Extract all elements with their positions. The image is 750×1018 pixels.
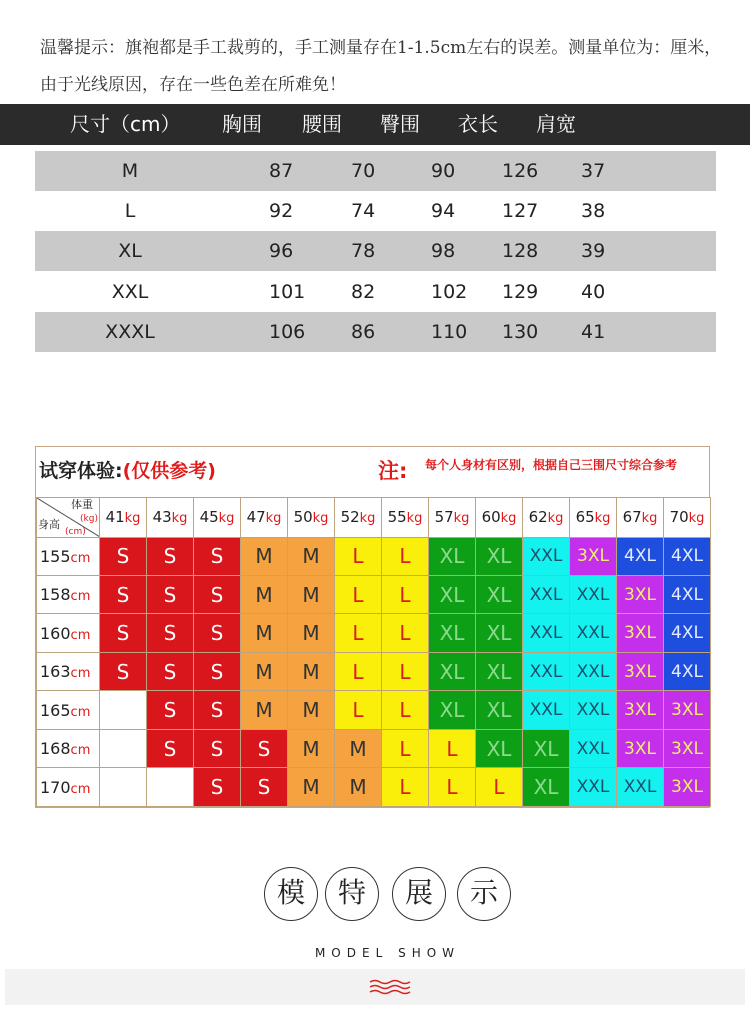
weight-unit: kg	[359, 511, 376, 527]
size-cell: 4XL	[664, 614, 711, 652]
size-cell: S	[241, 768, 288, 807]
size-cell: XL	[429, 691, 476, 729]
size-value: 78	[351, 240, 376, 262]
size-cell: S	[147, 537, 194, 575]
size-cell: M	[241, 575, 288, 613]
size-cell: 4XL	[617, 537, 664, 575]
size-cell: L	[429, 768, 476, 807]
note-mark: 注:	[378, 459, 408, 483]
header-chest: 胸围	[222, 112, 262, 136]
weight-header	[664, 498, 711, 538]
size-cell: S	[147, 729, 194, 767]
size-value: 70	[351, 160, 376, 182]
corner-height-label: 身高	[38, 518, 60, 531]
size-notice: 温馨提示：旗袍都是手工裁剪的，手工测量存在1-1.5cm左右的误差。测量单位为：厘米，由于光线原因，存在一些色差在所难免！	[40, 38, 722, 95]
size-cell: S	[100, 652, 147, 690]
size-value: 74	[351, 200, 376, 222]
fit-row	[37, 614, 711, 652]
weight-unit: kg	[688, 511, 705, 527]
size-cell: M	[241, 614, 288, 652]
weight-value: 57	[434, 508, 454, 527]
height-header	[37, 729, 100, 767]
weight-unit: kg	[641, 511, 658, 527]
size-cell: XL	[476, 691, 523, 729]
size-cell: XXL	[570, 768, 617, 807]
size-cell: L	[335, 652, 382, 690]
fit-chart-title	[39, 456, 216, 483]
empty-cell	[147, 768, 194, 807]
size-label: M	[121, 160, 139, 182]
height-header	[37, 691, 100, 729]
empty-cell	[100, 768, 147, 807]
weight-value: 60	[481, 508, 501, 527]
size-cell: XL	[476, 575, 523, 613]
model-char-4: 示	[457, 867, 511, 921]
size-row	[35, 191, 716, 231]
size-cell: L	[335, 614, 382, 652]
fit-title-main: 试穿体验:	[39, 460, 123, 482]
header-size: 尺寸（cm）	[70, 112, 181, 136]
size-cell: S	[194, 575, 241, 613]
size-cell: 3XL	[617, 729, 664, 767]
weight-unit: kg	[265, 511, 282, 527]
fit-row	[37, 537, 711, 575]
height-value: 160	[40, 623, 71, 643]
height-header	[37, 614, 100, 652]
fit-chart	[35, 446, 710, 808]
weight-value: 43	[152, 508, 172, 527]
size-value: 94	[431, 200, 456, 222]
size-cell: S	[147, 652, 194, 690]
height-unit: cm	[70, 589, 91, 605]
size-cell: L	[382, 691, 429, 729]
size-cell: M	[288, 537, 335, 575]
header-waist: 腰围	[302, 112, 342, 136]
size-value: 90	[431, 160, 456, 182]
fit-row	[37, 729, 711, 767]
size-cell: S	[147, 614, 194, 652]
weight-unit: kg	[453, 511, 470, 527]
size-cell: L	[476, 768, 523, 807]
size-cell: M	[288, 652, 335, 690]
weight-unit: kg	[218, 511, 235, 527]
model-char-3: 展	[392, 867, 446, 921]
height-header	[37, 652, 100, 690]
size-value: 82	[351, 281, 376, 303]
size-cell: S	[194, 691, 241, 729]
size-cell: L	[382, 729, 429, 767]
height-unit: cm	[70, 627, 91, 643]
size-cell: M	[241, 537, 288, 575]
weight-header	[617, 498, 664, 538]
grid-corner	[37, 498, 100, 538]
weight-value: 70	[669, 508, 689, 527]
size-cell: L	[382, 652, 429, 690]
size-cell: 3XL	[664, 768, 711, 807]
height-value: 163	[40, 662, 71, 682]
fit-title-ref: (仅供参考)	[122, 460, 216, 482]
weight-header	[288, 498, 335, 538]
empty-cell	[100, 691, 147, 729]
weight-header	[241, 498, 288, 538]
weight-value: 41	[105, 508, 125, 527]
size-value: 106	[269, 321, 306, 343]
size-cell: S	[100, 537, 147, 575]
size-table-header	[0, 104, 750, 145]
weight-value: 62	[528, 508, 548, 527]
size-cell: 4XL	[664, 575, 711, 613]
weight-value: 65	[575, 508, 595, 527]
size-value: 40	[581, 281, 606, 303]
fit-row	[37, 652, 711, 690]
model-show-english: MODEL SHOW	[314, 946, 461, 960]
height-unit: cm	[70, 781, 91, 797]
size-cell: L	[429, 729, 476, 767]
size-cell: S	[194, 537, 241, 575]
header-length: 衣长	[458, 112, 498, 136]
height-header	[37, 575, 100, 613]
weight-header	[570, 498, 617, 538]
size-cell: M	[241, 691, 288, 729]
weight-value: 55	[387, 508, 407, 527]
corner-height-unit: (cm)	[65, 527, 86, 537]
size-cell: 3XL	[617, 614, 664, 652]
size-cell: XXL	[570, 691, 617, 729]
weight-header	[194, 498, 241, 538]
size-cell: XXL	[523, 575, 570, 613]
corner-weight-label: 体重	[71, 498, 93, 511]
model-char-2: 特	[325, 867, 379, 921]
size-cell: M	[288, 729, 335, 767]
size-cell: 4XL	[664, 652, 711, 690]
weight-unit: kg	[500, 511, 517, 527]
size-value: 38	[581, 200, 606, 222]
size-cell: M	[335, 768, 382, 807]
weight-header	[382, 498, 429, 538]
size-label: L	[124, 200, 136, 222]
size-cell: XXL	[570, 614, 617, 652]
size-cell: 3XL	[664, 691, 711, 729]
weight-header	[147, 498, 194, 538]
size-value: 128	[502, 240, 539, 262]
height-value: 158	[40, 585, 71, 605]
weight-header	[100, 498, 147, 538]
size-value: 87	[269, 160, 294, 182]
height-value: 155	[40, 546, 71, 566]
weight-unit: kg	[594, 511, 611, 527]
weight-value: 50	[293, 508, 313, 527]
size-cell: XXL	[523, 537, 570, 575]
height-header	[37, 537, 100, 575]
height-unit: cm	[70, 743, 91, 759]
weight-value: 45	[199, 508, 219, 527]
height-unit: cm	[70, 550, 91, 566]
weight-value: 47	[246, 508, 266, 527]
size-cell: L	[382, 575, 429, 613]
size-cell: XL	[476, 614, 523, 652]
fit-row	[37, 768, 711, 807]
height-unit: cm	[70, 666, 91, 682]
size-cell: M	[288, 768, 335, 807]
size-value: 126	[502, 160, 539, 182]
height-value: 170	[40, 777, 71, 797]
weight-unit: kg	[171, 511, 188, 527]
size-cell: XL	[523, 729, 570, 767]
size-cell: S	[147, 691, 194, 729]
wave-ornament-icon	[369, 979, 413, 995]
fit-grid	[36, 497, 711, 807]
size-cell: XXL	[523, 652, 570, 690]
size-cell: XL	[476, 652, 523, 690]
size-cell: S	[194, 614, 241, 652]
size-cell: S	[147, 575, 194, 613]
size-value: 130	[502, 321, 539, 343]
size-cell: XL	[429, 652, 476, 690]
header-shoulder: 肩宽	[536, 112, 576, 136]
weight-unit: kg	[406, 511, 423, 527]
size-value: 101	[269, 281, 306, 303]
size-label: XXXL	[105, 321, 155, 343]
size-cell: S	[194, 652, 241, 690]
size-cell: XL	[476, 729, 523, 767]
empty-cell	[100, 729, 147, 767]
size-value: 92	[269, 200, 294, 222]
size-cell: 3XL	[617, 691, 664, 729]
header-hip: 臀围	[380, 112, 420, 136]
size-cell: XL	[476, 537, 523, 575]
weight-header	[335, 498, 382, 538]
corner-weight-unit: (kg)	[80, 514, 98, 524]
size-value: 96	[269, 240, 294, 262]
size-row	[35, 272, 716, 312]
weight-header	[429, 498, 476, 538]
size-cell: XL	[429, 575, 476, 613]
size-cell: XL	[523, 768, 570, 807]
size-cell: 3XL	[570, 537, 617, 575]
size-value: 110	[431, 321, 468, 343]
weight-unit: kg	[312, 511, 329, 527]
height-unit: cm	[70, 704, 91, 720]
size-cell: 4XL	[664, 537, 711, 575]
size-cell: L	[382, 537, 429, 575]
size-cell: M	[288, 691, 335, 729]
size-cell: XXL	[570, 729, 617, 767]
size-cell: S	[194, 768, 241, 807]
height-value: 165	[40, 700, 71, 720]
size-cell: 3XL	[664, 729, 711, 767]
weight-header	[523, 498, 570, 538]
size-cell: XXL	[523, 691, 570, 729]
size-value: 41	[581, 321, 606, 343]
size-value: 102	[431, 281, 468, 303]
size-cell: XXL	[570, 652, 617, 690]
size-cell: M	[288, 614, 335, 652]
height-value: 168	[40, 739, 71, 759]
size-cell: XXL	[570, 575, 617, 613]
weight-header	[476, 498, 523, 538]
size-cell: XXL	[523, 614, 570, 652]
size-cell: XXL	[617, 768, 664, 807]
size-label: XL	[118, 240, 142, 262]
size-cell: M	[335, 729, 382, 767]
weight-value: 52	[340, 508, 360, 527]
size-row	[35, 231, 716, 271]
weight-unit: kg	[547, 511, 564, 527]
size-cell: S	[100, 575, 147, 613]
size-cell: M	[288, 575, 335, 613]
fit-note: 每个人身材有区别，根据自己三围尺寸综合参考	[425, 458, 678, 472]
size-row	[35, 151, 716, 191]
model-char-1: 模	[264, 867, 318, 921]
size-value: 127	[502, 200, 539, 222]
size-cell: S	[194, 729, 241, 767]
size-cell: S	[241, 729, 288, 767]
fit-row	[37, 575, 711, 613]
size-cell: XL	[429, 614, 476, 652]
size-value: 98	[431, 240, 456, 262]
size-cell: S	[100, 614, 147, 652]
weight-value: 67	[622, 508, 642, 527]
footer-band	[5, 969, 745, 1005]
size-cell: XL	[429, 537, 476, 575]
size-value: 86	[351, 321, 376, 343]
size-cell: L	[382, 768, 429, 807]
size-value: 39	[581, 240, 606, 262]
size-value: 129	[502, 281, 539, 303]
size-cell: L	[382, 614, 429, 652]
size-cell: 3XL	[617, 575, 664, 613]
size-cell: M	[241, 652, 288, 690]
height-header	[37, 768, 100, 807]
size-cell: L	[335, 537, 382, 575]
size-cell: L	[335, 575, 382, 613]
weight-unit: kg	[124, 511, 141, 527]
fit-row	[37, 691, 711, 729]
size-cell: 3XL	[617, 652, 664, 690]
size-value: 37	[581, 160, 606, 182]
size-cell: L	[335, 691, 382, 729]
size-row	[35, 312, 716, 352]
size-label: XXL	[111, 281, 149, 303]
